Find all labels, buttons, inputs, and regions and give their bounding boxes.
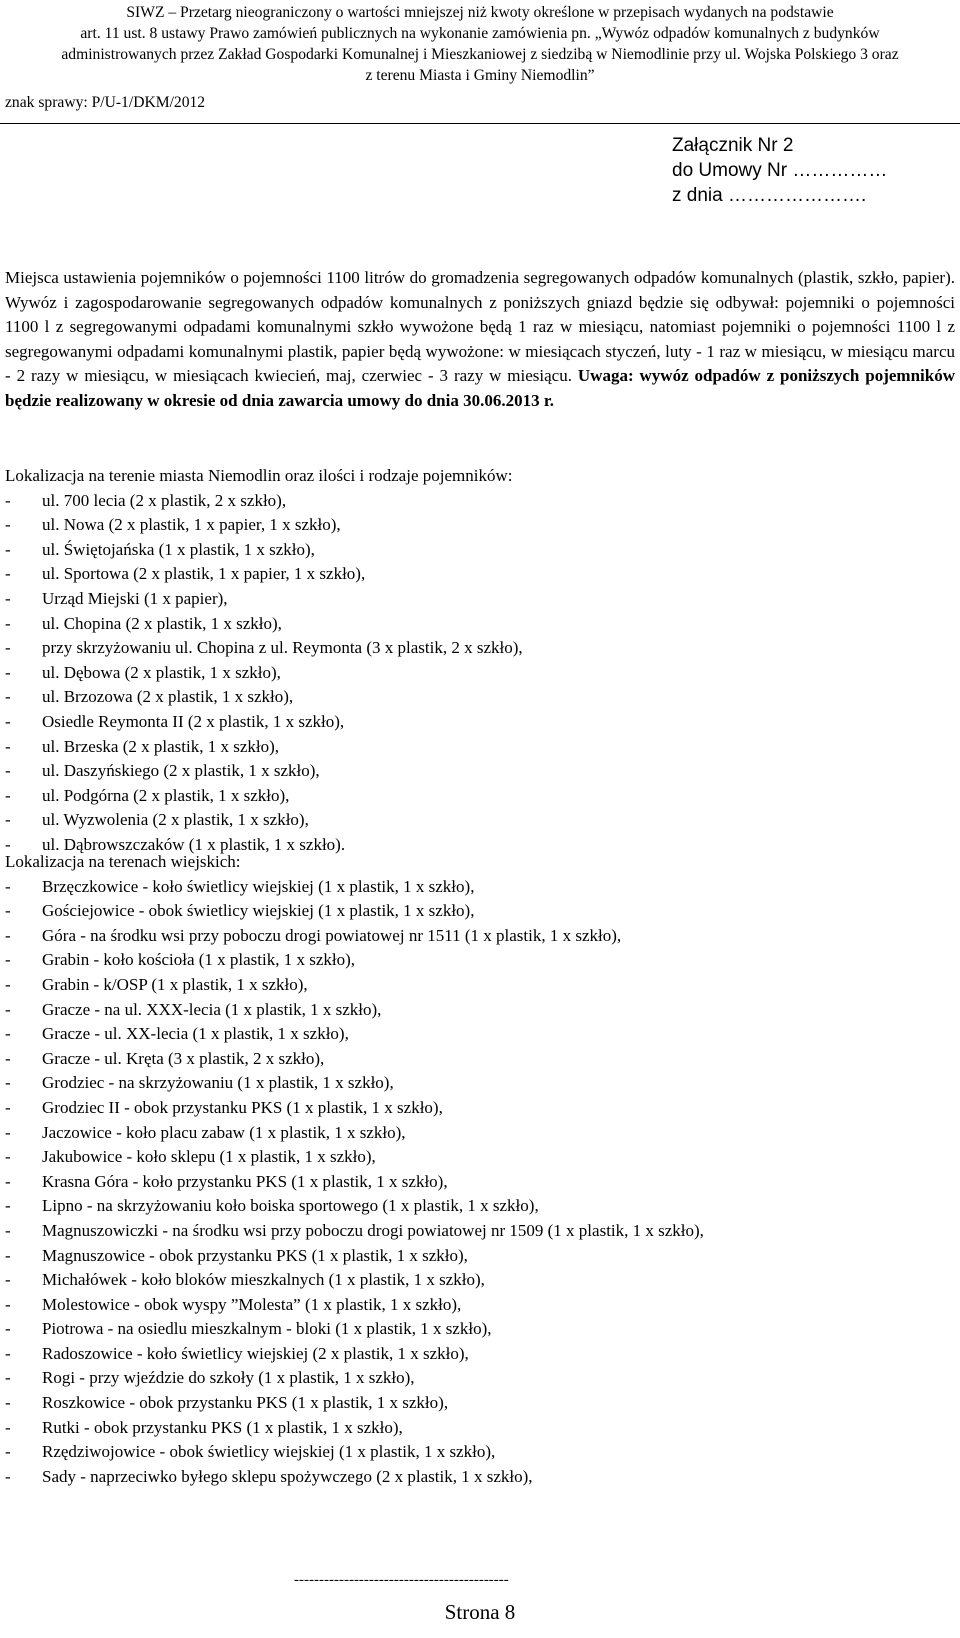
list-dash: - — [5, 1368, 11, 1388]
list-dash: - — [5, 1073, 11, 1093]
list-dash: - — [5, 1270, 11, 1290]
list-item — [5, 1342, 469, 1367]
list-item — [5, 1145, 376, 1170]
list-item — [5, 1047, 325, 1072]
list-item — [5, 784, 512, 809]
annex-block — [672, 133, 887, 208]
list-item — [5, 759, 512, 784]
list-item — [5, 1170, 448, 1195]
intro-paragraph — [5, 266, 955, 414]
rural-section — [5, 850, 704, 1489]
list-item-text: Rutki - obok przystanku PKS (1 x plastik, 1 x szkło), — [42, 1417, 403, 1437]
list-dash: - — [5, 901, 11, 921]
list-item-text: przy skrzyżowaniu ul. Chopina z ul. Reymonta (3 x plastik, 2 x szkło), — [42, 638, 523, 658]
list-dash: - — [5, 515, 11, 535]
list-item-text: Grabin - koło kościoła (1 x plastik, 1 x szkło), — [42, 950, 356, 970]
list-item — [5, 1268, 485, 1293]
header-divider — [0, 123, 960, 124]
list-item-text: ul. Brzeska (2 x plastik, 1 x szkło), — [42, 736, 280, 756]
list-item — [5, 538, 512, 563]
list-dash: - — [5, 1171, 11, 1191]
list-item — [5, 1022, 349, 1047]
list-item-text: Radoszowice - koło świetlicy wiejskiej (2 x plastik, 1 x szkło), — [42, 1343, 469, 1363]
list-item — [5, 1440, 496, 1465]
list-dash: - — [5, 1196, 11, 1216]
list-dash: - — [5, 736, 11, 756]
list-dash: - — [5, 539, 11, 559]
list-dash: - — [5, 950, 11, 970]
list-item-text: Michałówek - koło bloków mieszkalnych (1 x plastik, 1 x szkło), — [42, 1270, 485, 1290]
list-item-text: Rogi - przy wjeździe do szkoły (1 x plastik, 1 x szkło), — [42, 1368, 415, 1388]
list-item — [5, 735, 512, 760]
annex-date: z dnia …………………. — [672, 185, 867, 206]
case-number: znak sprawy: P/U-1/DKM/2012 — [5, 94, 206, 111]
list-dash: - — [5, 834, 11, 854]
rural-heading: Lokalizacja na terenach wiejskich: — [5, 852, 241, 871]
list-item — [5, 489, 512, 514]
footer-separator: ------------------------------------------- — [294, 1572, 509, 1588]
list-dash: - — [5, 687, 11, 707]
list-item-text: Gracze - na ul. XXX-lecia (1 x plastik, 1 x szkło), — [42, 999, 382, 1019]
list-dash: - — [5, 1442, 11, 1462]
list-item-text: Grodziec II - obok przystanku PKS (1 x plastik, 1 x szkło), — [42, 1097, 443, 1117]
list-item — [5, 1366, 415, 1391]
list-dash: - — [5, 490, 11, 510]
list-item-text: ul. Dębowa (2 x plastik, 1 x szkło), — [42, 662, 281, 682]
city-section — [5, 464, 523, 858]
list-item — [5, 808, 512, 833]
header-line-4: z terenu Miasta i Gminy Niemodlin” — [365, 67, 595, 84]
list-item — [5, 875, 475, 900]
list-dash: - — [5, 1294, 11, 1314]
list-item-text: ul. Brzozowa (2 x plastik, 1 x szkło), — [42, 687, 294, 707]
list-item — [5, 1219, 704, 1244]
list-dash: - — [5, 1245, 11, 1265]
list-dash: - — [5, 662, 11, 682]
header-line-2: art. 11 ust. 8 ustawy Prawo zamówień publicznych na wykonanie zamówienia pn. „Wywóz odpadów komunalnych z budynków — [80, 25, 880, 42]
annex-title: Załącznik Nr 2 — [672, 135, 794, 156]
list-dash: - — [5, 1048, 11, 1068]
list-item — [5, 612, 512, 637]
list-dash: - — [5, 638, 11, 658]
list-item-text: Urząd Miejski (1 x papier), — [42, 588, 228, 608]
list-item-text: ul. Sportowa (2 x plastik, 1 x papier, 1 x szkło), — [42, 564, 366, 584]
list-item — [5, 924, 622, 949]
list-item — [5, 685, 512, 710]
list-item — [5, 513, 512, 538]
list-dash: - — [5, 761, 11, 781]
list-item — [5, 1293, 462, 1318]
list-item — [5, 1096, 443, 1121]
list-item-text: ul. Nowa (2 x plastik, 1 x papier, 1 x szkło), — [42, 515, 341, 535]
list-item-text: ul. Świętojańska (1 x plastik, 1 x szkło), — [42, 539, 315, 559]
list-dash: - — [5, 711, 11, 731]
list-item-text: ul. Podgórna (2 x plastik, 1 x szkło), — [42, 785, 290, 805]
list-item-text: ul. Wyzwolenia (2 x plastik, 1 x szkło), — [42, 810, 309, 830]
list-item — [5, 1391, 449, 1416]
list-item-text: Rzędziwojowice - obok świetlicy wiejskiej (1 x plastik, 1 x szkło), — [42, 1442, 496, 1462]
list-dash: - — [5, 785, 11, 805]
list-item-text: Molestowice - obok wyspy ”Molesta” (1 x plastik, 1 x szkło), — [42, 1294, 462, 1314]
list-item — [5, 587, 512, 612]
list-dash: - — [5, 588, 11, 608]
list-item-text: Lipno - na skrzyżowaniu koło boiska sportowego (1 x plastik, 1 x szkło), — [42, 1196, 539, 1216]
city-heading: Lokalizacja na terenie miasta Niemodlin oraz ilości i rodzaje pojemników: — [5, 466, 513, 485]
list-dash: - — [5, 974, 11, 994]
list-item-text: Sady - naprzeciwko byłego sklepu spożywczego (2 x plastik, 1 x szkło), — [42, 1466, 533, 1486]
list-item — [5, 1071, 394, 1096]
list-dash: - — [5, 564, 11, 584]
header-line-1: SIWZ – Przetarg nieograniczony o wartości mniejszej niż kwoty określone w przepisach wydanych na podstawie — [126, 4, 834, 21]
list-item-text: ul. Daszyńskiego (2 x plastik, 1 x szkło), — [42, 761, 320, 781]
intro-text: Miejsca ustawienia pojemników o pojemności 1100 litrów do gromadzenia segregowanych odpadów komunalnych (plastik, szkło, papier). Wywóz i zagospodarowanie segregowanych odpadów komunalnych z poniższych gniazd będzie się odbywał: pojemniki o pojemności 1100 l z segregowanymi odpadami komunalnymi szkło wywożone będą 1 raz w miesiącu, natomiast pojemniki o pojemności 1100 l z segregowanymi odpadami komunalnymi plastik, papier będą wywożone: w miesiącach styczeń, luty - 1 raz w miesiącu, w miesiącu marcu - 2 razy w miesiącu, w miesiącach kwiecień, maj, czerwiec - 3 razy w miesiącu. — [5, 268, 955, 386]
list-item — [5, 636, 523, 661]
list-item-text: Grodziec - na skrzyżowaniu (1 x plastik, 1 x szkło), — [42, 1073, 394, 1093]
list-item — [5, 1465, 533, 1490]
list-item — [5, 948, 356, 973]
list-item-text: ul. Dąbrowszczaków (1 x plastik, 1 x szkło). — [42, 834, 346, 854]
list-item-text: Gościejowice - obok świetlicy wiejskiej (1 x plastik, 1 x szkło), — [42, 901, 475, 921]
list-dash: - — [5, 1147, 11, 1167]
list-dash: - — [5, 1417, 11, 1437]
list-item-text: Krasna Góra - koło przystanku PKS (1 x plastik, 1 x szkło), — [42, 1171, 448, 1191]
list-dash: - — [5, 1393, 11, 1413]
rural-location-list — [5, 875, 704, 1490]
list-item-text: Góra - na środku wsi przy poboczu drogi powiatowej nr 1511 (1 x plastik, 1 x szkło), — [42, 925, 622, 945]
list-item — [5, 661, 512, 686]
list-dash: - — [5, 999, 11, 1019]
document-header — [0, 2, 960, 86]
list-item-text: Jaczowice - koło placu zabaw (1 x plastik, 1 x szkło), — [42, 1122, 406, 1142]
intro-note: Uwaga: wywóz odpadów z poniższych pojemników będzie realizowany w okresie od dnia zawarcia umowy do dnia 30.06.2013 r. — [5, 366, 956, 410]
list-item — [5, 1317, 492, 1342]
list-item-text: Osiedle Reymonta II (2 x plastik, 1 x szkło), — [42, 711, 345, 731]
list-dash: - — [5, 1343, 11, 1363]
list-item-text: Roszkowice - obok przystanku PKS (1 x plastik, 1 x szkło), — [42, 1393, 449, 1413]
list-dash: - — [5, 876, 11, 896]
list-dash: - — [5, 1024, 11, 1044]
list-dash: - — [5, 925, 11, 945]
list-item — [5, 1416, 403, 1441]
list-item-text: ul. Chopina (2 x plastik, 1 x szkło), — [42, 613, 282, 633]
list-item-text: Magnuszowice - obok przystanku PKS (1 x plastik, 1 x szkło), — [42, 1245, 468, 1265]
page-number: Strona 8 — [444, 1600, 516, 1624]
list-item-text: ul. 700 lecia (2 x plastik, 2 x szkło), — [42, 490, 287, 510]
list-item-text: Gracze - ul. Kręta (3 x plastik, 2 x szkło), — [42, 1048, 325, 1068]
list-item — [5, 1244, 468, 1269]
list-item-text: Jakubowice - koło sklepu (1 x plastik, 1 x szkło), — [42, 1147, 376, 1167]
list-dash: - — [5, 1122, 11, 1142]
list-item — [5, 1121, 406, 1146]
list-item-text: Gracze - ul. XX-lecia (1 x plastik, 1 x szkło), — [42, 1024, 349, 1044]
list-item-text: Grabin - k/OSP (1 x plastik, 1 x szkło), — [42, 974, 308, 994]
list-item-text: Brzęczkowice - koło świetlicy wiejskiej (1 x plastik, 1 x szkło), — [42, 876, 475, 896]
list-dash: - — [5, 1466, 11, 1486]
list-item — [5, 1194, 539, 1219]
list-item — [5, 973, 308, 998]
list-dash: - — [5, 1097, 11, 1117]
list-item-text: Piotrowa - na osiedlu mieszkalnym - bloki (1 x plastik, 1 x szkło), — [42, 1319, 492, 1339]
list-dash: - — [5, 810, 11, 830]
list-item — [5, 998, 382, 1023]
header-line-3: administrowanych przez Zakład Gospodarki Komunalnej i Mieszkaniowej z siedzibą w Niemodlinie przy ul. Wojska Polskiego 3 oraz — [61, 46, 899, 63]
list-item — [5, 899, 475, 924]
list-dash: - — [5, 1319, 11, 1339]
list-item-text: Magnuszowiczki - na środku wsi przy poboczu drogi powiatowej nr 1509 (1 x plastik, 1 x szkło), — [42, 1220, 704, 1240]
list-dash: - — [5, 613, 11, 633]
city-location-list — [5, 489, 523, 858]
list-item — [5, 710, 512, 735]
annex-contract-number: do Umowy Nr …………… — [672, 160, 888, 181]
list-dash: - — [5, 1220, 11, 1240]
list-item — [5, 562, 512, 587]
